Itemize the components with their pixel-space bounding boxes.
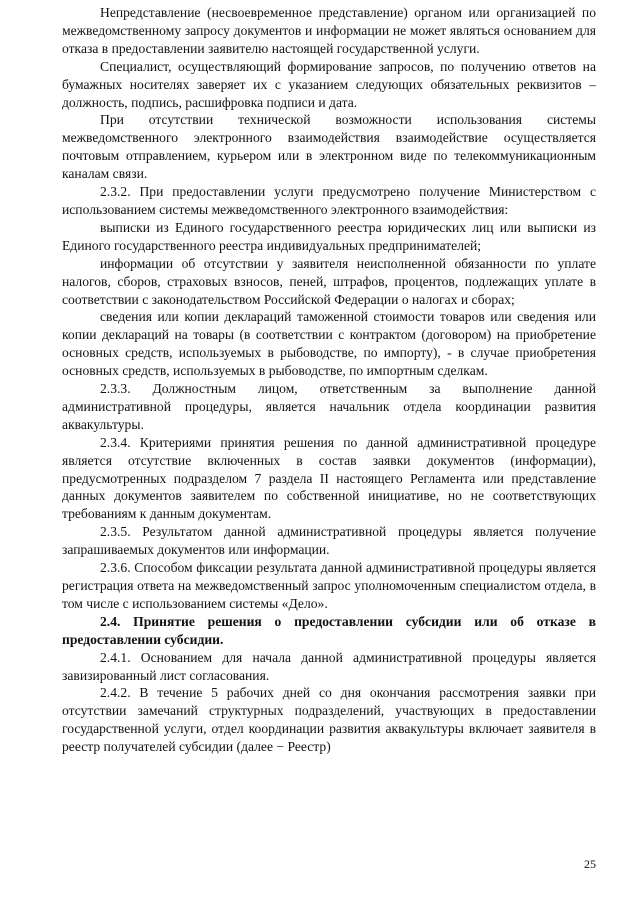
paragraph-2-3-5: 2.3.5. Результатом данной административной процедуры является получение запрашиваемых документов или информации.: [62, 524, 596, 558]
paragraph-interagency-request: Непредставление (несвоевременное представление) органом или организацией по межведомственному запросу документов и информации не может являться основанием для отказа в предоставлении заявителю настоящей государственной услуги.: [62, 5, 596, 56]
paragraph-2-4-1: 2.4.1. Основанием для начала данной административной процедуры является завизированный лист согласования.: [62, 649, 596, 683]
paragraph-2-3-4: 2.3.4. Критериями принятия решения по данной административной процедуре является отсутствие включенных в состав заявки документов (информации), предусмотренных подразделом 7 раздела II настоящего Регламента или представление данных документов заявителем по собственной инициативе, но не соответствующих требованиям к данным документам.: [62, 434, 596, 522]
paragraph-postal-delivery: При отсутствии технической возможности использования системы межведомственного электронного взаимодействия взаимодействие осуществляется почтовым отправлением, курьером или в электронном виде по телекоммуникационным каналам связи.: [62, 112, 596, 182]
paragraph-tax-obligations: информации об отсутствии у заявителя неисполненной обязанности по уплате налогов, сборов, страховых взносов, пеней, штрафов, процентов, подлежащих уплате в соответствии с законодательством Российской Федерации о налогах и сборах;: [62, 255, 596, 307]
paragraph-customs-declarations: сведения или копии деклараций таможенной стоимости товаров или сведения или копии деклараций на товары (в соответствии с контрактом (договором) на приобретение основных средств, используемых в рыбоводстве, по импорту), - в случае приобретения основных средств, используемых в рыбоводстве, по импортным сделкам.: [62, 309, 596, 379]
paragraph-2-4-2: 2.4.2. В течение 5 рабочих дней со дня окончания рассмотрения заявки при отсутствии замечаний структурных подразделений, участвующих в предоставлении государственной услуги, отдел координации развития аквакультуры включает заявителя в реестр получателей субсидии (далее − Реестр): [62, 685, 596, 755]
paragraph-2-3-6: 2.3.6. Способом фиксации результата данной административной процедуры является регистрация ответа на межведомственный запрос уполномоченным специалистом отдела, в том числе с использованием системы «Дело».: [62, 560, 596, 611]
page-number: 25: [584, 857, 596, 871]
paragraph-registry-extracts: выписки из Единого государственного реестра юридических лиц или выписки из Единого государственного реестра индивидуальных предпринимателей;: [62, 219, 596, 253]
paragraph-2-3-3: 2.3.3. Должностным лицом, ответственным за выполнение данной административной процедуры, является начальник отдела координации развития аквакультуры.: [62, 381, 596, 432]
section-heading-2-4: 2.4. Принятие решения о предоставлении субсидии или об отказе в предоставлении субсидии.: [62, 613, 596, 647]
paragraph-specialist-certification: Специалист, осуществляющий формирование запросов, по получению ответов на бумажных носителях заверяет их с указанием следующих обязательных реквизитов – должность, подпись, расшифровка подписи и дата.: [62, 58, 596, 110]
paragraph-2-3-2: 2.3.2. При предоставлении услуги предусмотрено получение Министерством с использованием системы межведомственного электронного взаимодействия:: [62, 184, 596, 217]
